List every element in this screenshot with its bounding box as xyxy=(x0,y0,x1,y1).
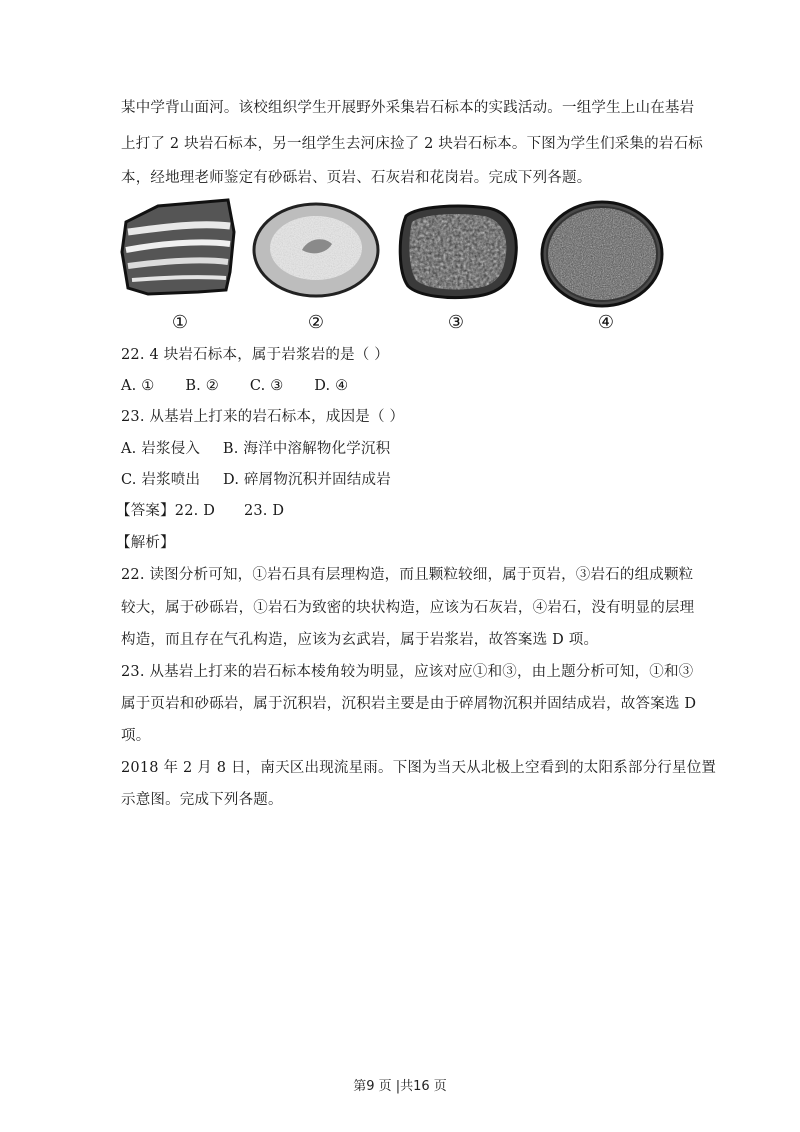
analysis-22-line-3: 构造，而且存在气孔构造，应该为玄武岩，属于岩浆岩，故答案选 D 项。 xyxy=(121,632,599,648)
intro-line-3: 本，经地理老师鉴定有砂砾岩、页岩、石灰岩和花岗岩。完成下列各题。 xyxy=(121,170,592,186)
q22-option-d[interactable]: D. ④ xyxy=(314,378,349,394)
q23-option-c[interactable]: C. 岩浆喷出 xyxy=(121,472,201,488)
analysis-heading: 【解析】 xyxy=(116,535,175,551)
intro-line-1: 某中学背山面河。该校组织学生开展野外采集岩石标本的实践活动。一组学生上山在基岩 xyxy=(121,100,695,116)
q23-option-b[interactable]: B. 海洋中溶解物化学沉积 xyxy=(222,441,391,457)
answer-line: 【答案】22. D 23. D xyxy=(116,503,285,519)
next-intro-line-2: 示意图。完成下列各题。 xyxy=(121,792,283,808)
intro-line-2: 上打了 2 块岩石标本，另一组学生去河床捡了 2 块岩石标本。下图为学生们采集的岩石标 xyxy=(121,136,703,152)
question-23-stem: 23. 从基岩上打来的岩石标本，成因是（ ） xyxy=(121,409,405,425)
analysis-23-line-3: 项。 xyxy=(121,728,151,744)
rock-sample-1 xyxy=(122,200,234,294)
question-23-options-row-2 xyxy=(121,465,681,496)
rock-sample-4 xyxy=(542,202,662,306)
rock-label-3: ③ xyxy=(447,312,465,333)
q22-option-a[interactable]: A. ① xyxy=(121,378,155,394)
q22-option-b[interactable]: B. ② xyxy=(185,378,219,394)
question-22-stem: 22. 4 块岩石标本，属于岩浆岩的是（ ） xyxy=(121,347,390,363)
rock-samples-figure xyxy=(118,192,678,342)
rock-sample-3 xyxy=(400,206,516,297)
page-footer: 第9 页 |共16 页 xyxy=(353,1079,447,1094)
analysis-23-line-1: 23. 从基岩上打来的岩石标本棱角较为明显，应该对应①和③，由上题分析可知，①和③ xyxy=(121,664,694,680)
question-22-options xyxy=(121,371,681,402)
rock-label-2: ② xyxy=(307,312,325,333)
q22-option-c[interactable]: C. ③ xyxy=(249,378,284,394)
question-23-options-row-1 xyxy=(121,434,681,465)
q23-option-d[interactable]: D. 碎屑物沉积并固结成岩 xyxy=(223,472,391,488)
analysis-23-line-2: 属于页岩和砂砾岩，属于沉积岩，沉积岩主要是由于碎屑物沉积并固结成岩，故答案选 D xyxy=(121,696,697,712)
analysis-22-line-2: 较大，属于砂砾岩，①岩石为致密的块状构造，应该为石灰岩，④岩石，没有明显的层理 xyxy=(121,600,695,616)
next-intro-line-1: 2018 年 2 月 8 日，南天区出现流星雨。下图为当天从北极上空看到的太阳系部分行星位置 xyxy=(121,760,717,776)
rock-label-4: ④ xyxy=(597,312,615,333)
rock-sample-2 xyxy=(254,204,378,296)
rock-label-1: ① xyxy=(171,312,189,333)
q23-option-a[interactable]: A. 岩浆侵入 xyxy=(121,441,201,457)
analysis-22-line-1: 22. 读图分析可知，①岩石具有层理构造，而且颗粒较细，属于页岩，③岩石的组成颗粒 xyxy=(121,567,694,583)
